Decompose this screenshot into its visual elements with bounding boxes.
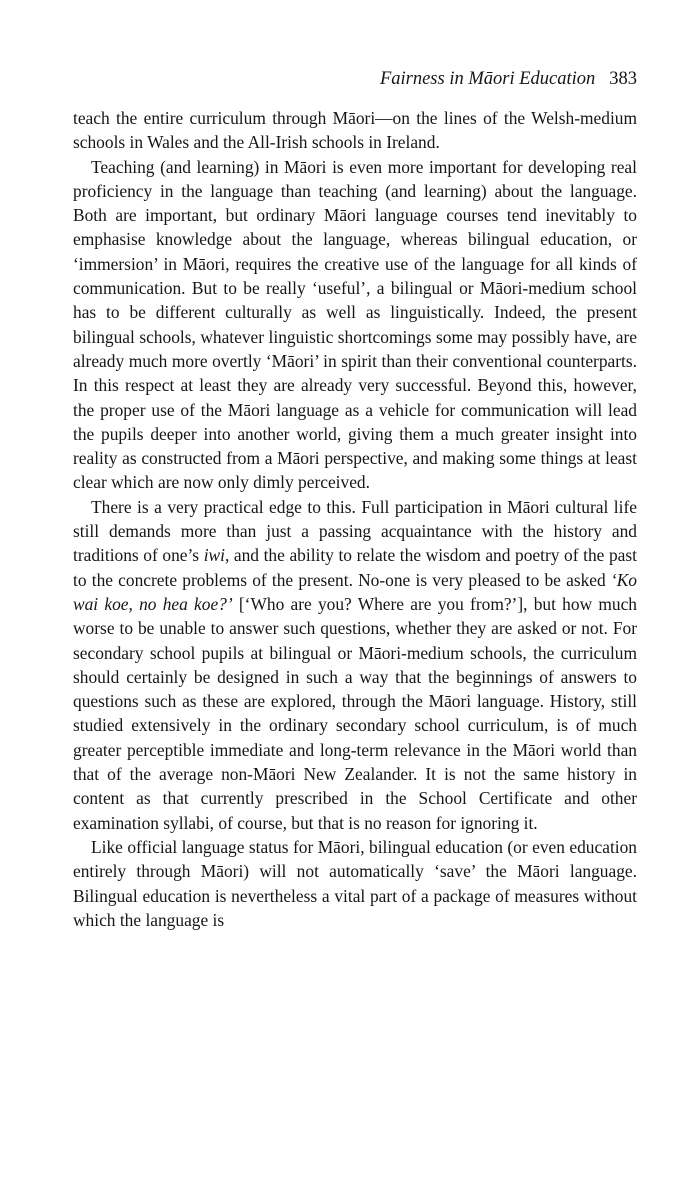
- book-page: [73, 64, 637, 932]
- running-title: Fairness in Māori Education: [379, 69, 596, 89]
- paragraph-3-text-a: There is a very practical edge to this. Full participation in Māori cultural life still demands more than just a passing acquaintance with the history and traditions of one’s: [73, 496, 637, 566]
- iwi-term: iwi: [203, 545, 225, 566]
- page-number: 383: [609, 69, 637, 89]
- paragraph-3-text-c: [‘Who are you? Where are you from?’], but how much worse to be unable to answer such questions, whether they are asked or not. For secondary school pupils at bilingual or Māori-medium schools, the curriculum should certainly be designed in such a way that the beginnings of answers to questions such as these are explored, through the Māori language. History, still studied extensively in the ordinary secondary school curriculum, is of much greater perceptible immediate and long-term relevance in the Māori world than that of the average non-Māori New Zealander. It is not the same history in content as that currently prescribed in the School Certificate and other examination syllabi, of course, but that is no reason for ignoring it.: [73, 593, 637, 833]
- paragraph-3-text-b: , and the ability to relate the wisdom and poetry of the past to the concrete problems of the present. No-one is very pleased to be asked: [73, 545, 637, 590]
- running-header: [73, 64, 637, 94]
- paragraph-1: teach the entire curriculum through Māori—on the lines of the Welsh-medium schools in Wales and the All-Irish schools in Ireland.: [73, 108, 637, 153]
- paragraph-2: Teaching (and learning) in Māori is even more important for developing real proficiency in the language than teaching (and learning) about the language. Both are important, but ordinary Māori language courses tend inevitably to emphasise knowledge about the language, whereas bilingual education, or ‘immersion’ in Māori, requires the creative use of the language for all kinds of communication. But to be really ‘useful’, a bilingual or Māori-medium school has to be different culturally as well as linguistically. Indeed, the present bilingual schools, whatever linguistic shortcomings some may possibly have, are already much more overtly ‘Māori’ in spirit than their conventional counterparts. In this respect at least they are already very successful. Beyond this, however, the proper use of the Māori language as a vehicle for communication will lead the pupils deeper into another world, giving them a much greater insight into reality as constructed from a Māori perspective, and making some things at least clear which are now only dimly perceived.: [73, 156, 637, 493]
- maori-question: ‘Ko wai koe, no hea koe?’: [73, 569, 637, 614]
- paragraph-3: [73, 495, 637, 835]
- paragraph-4: Like official language status for Māori, bilingual education (or even education entirely through Māori) will not automatically ‘save’ the Māori language. Bilingual education is nevertheless a vital part of a package of measures without which the language is: [73, 836, 637, 930]
